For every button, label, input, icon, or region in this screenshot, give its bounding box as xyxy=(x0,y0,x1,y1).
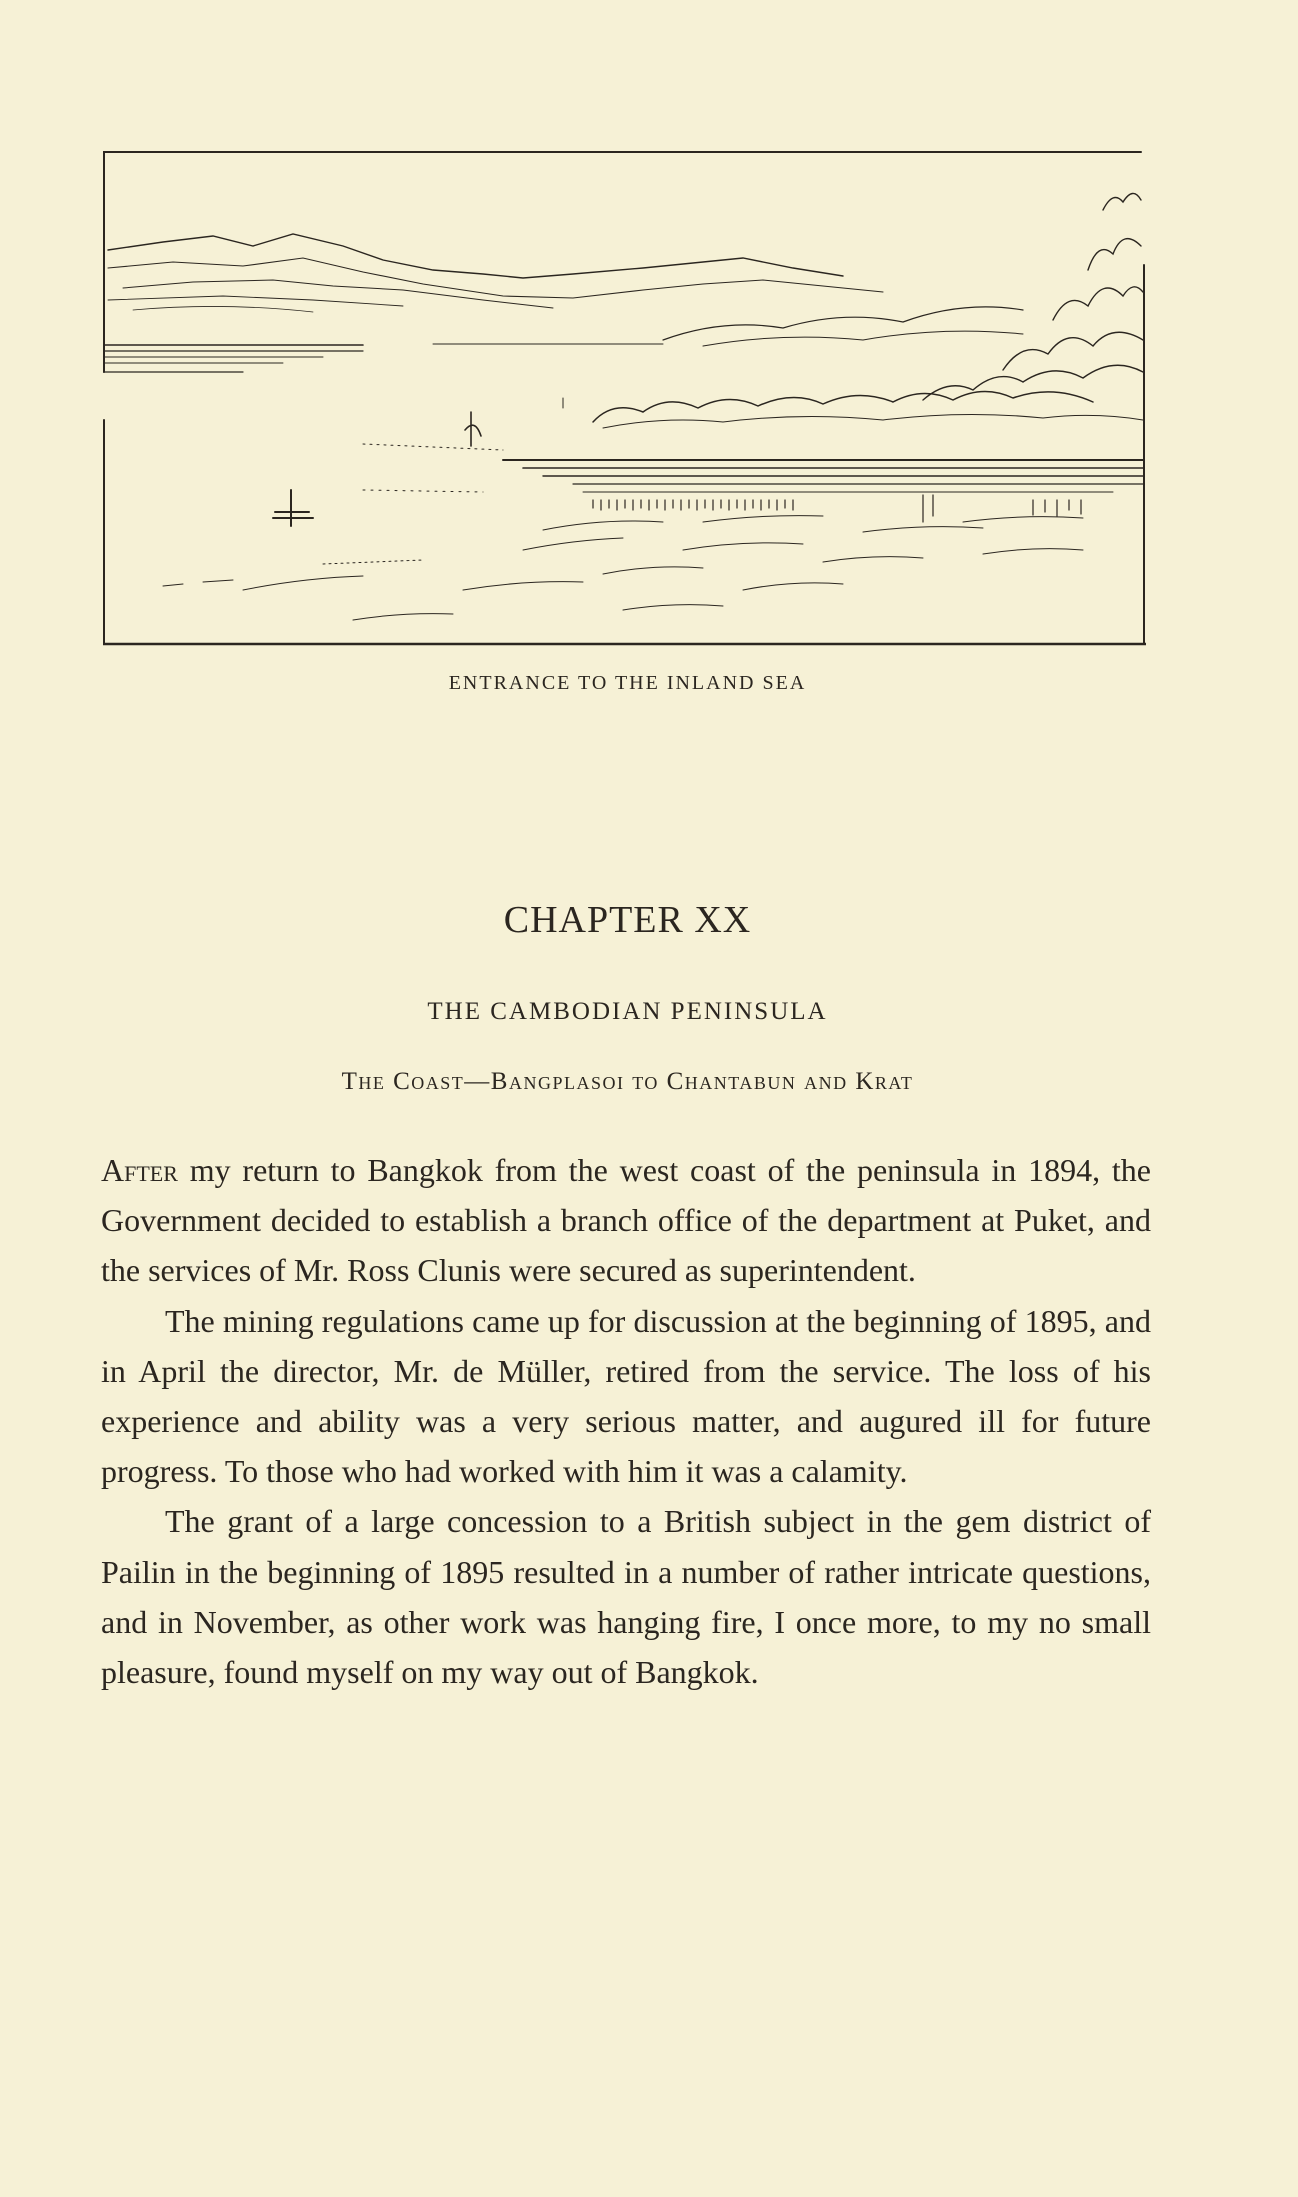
paragraph-1-text: my return to Bangkok from the west coast of the peninsula in 1894, the Government decided to establish a branch office of the department at Puket, and the services of Mr. Ross Clunis were secured as superintendent. xyxy=(101,1152,1151,1289)
paragraph-1 xyxy=(101,1145,1151,1296)
coastal-landscape-engraving-icon xyxy=(103,150,1146,648)
illustration-caption: ENTRANCE TO THE INLAND SEA xyxy=(448,672,807,694)
illustration-entrance-inland-sea xyxy=(103,150,1146,648)
chapter-number: CHAPTER XX xyxy=(503,899,752,941)
body-text xyxy=(101,1145,1151,1697)
paragraph-2: The mining regulations came up for discussion at the beginning of 1895, and in April the director, Mr. de Müller, retired from the service. The loss of his experience and ability was a very serious matter, and augured ill for future progress. To those who had worked with him it was a calamity. xyxy=(101,1302,1151,1490)
paragraph-1-lead: After xyxy=(101,1152,178,1188)
chapter-summary: The Coast—Bangplasoi to Chantabun and Krat xyxy=(341,1068,914,1095)
paragraph-3: The grant of a large concession to a British subject in the gem district of Pailin in the beginning of 1895 resulted in a number of rather intricate questions, and in November, as other work was hanging fire, I once more, to my no small pleasure, found myself on my way out of Bangkok. xyxy=(101,1503,1151,1691)
chapter-title: THE CAMBODIAN PENINSULA xyxy=(427,998,828,1025)
